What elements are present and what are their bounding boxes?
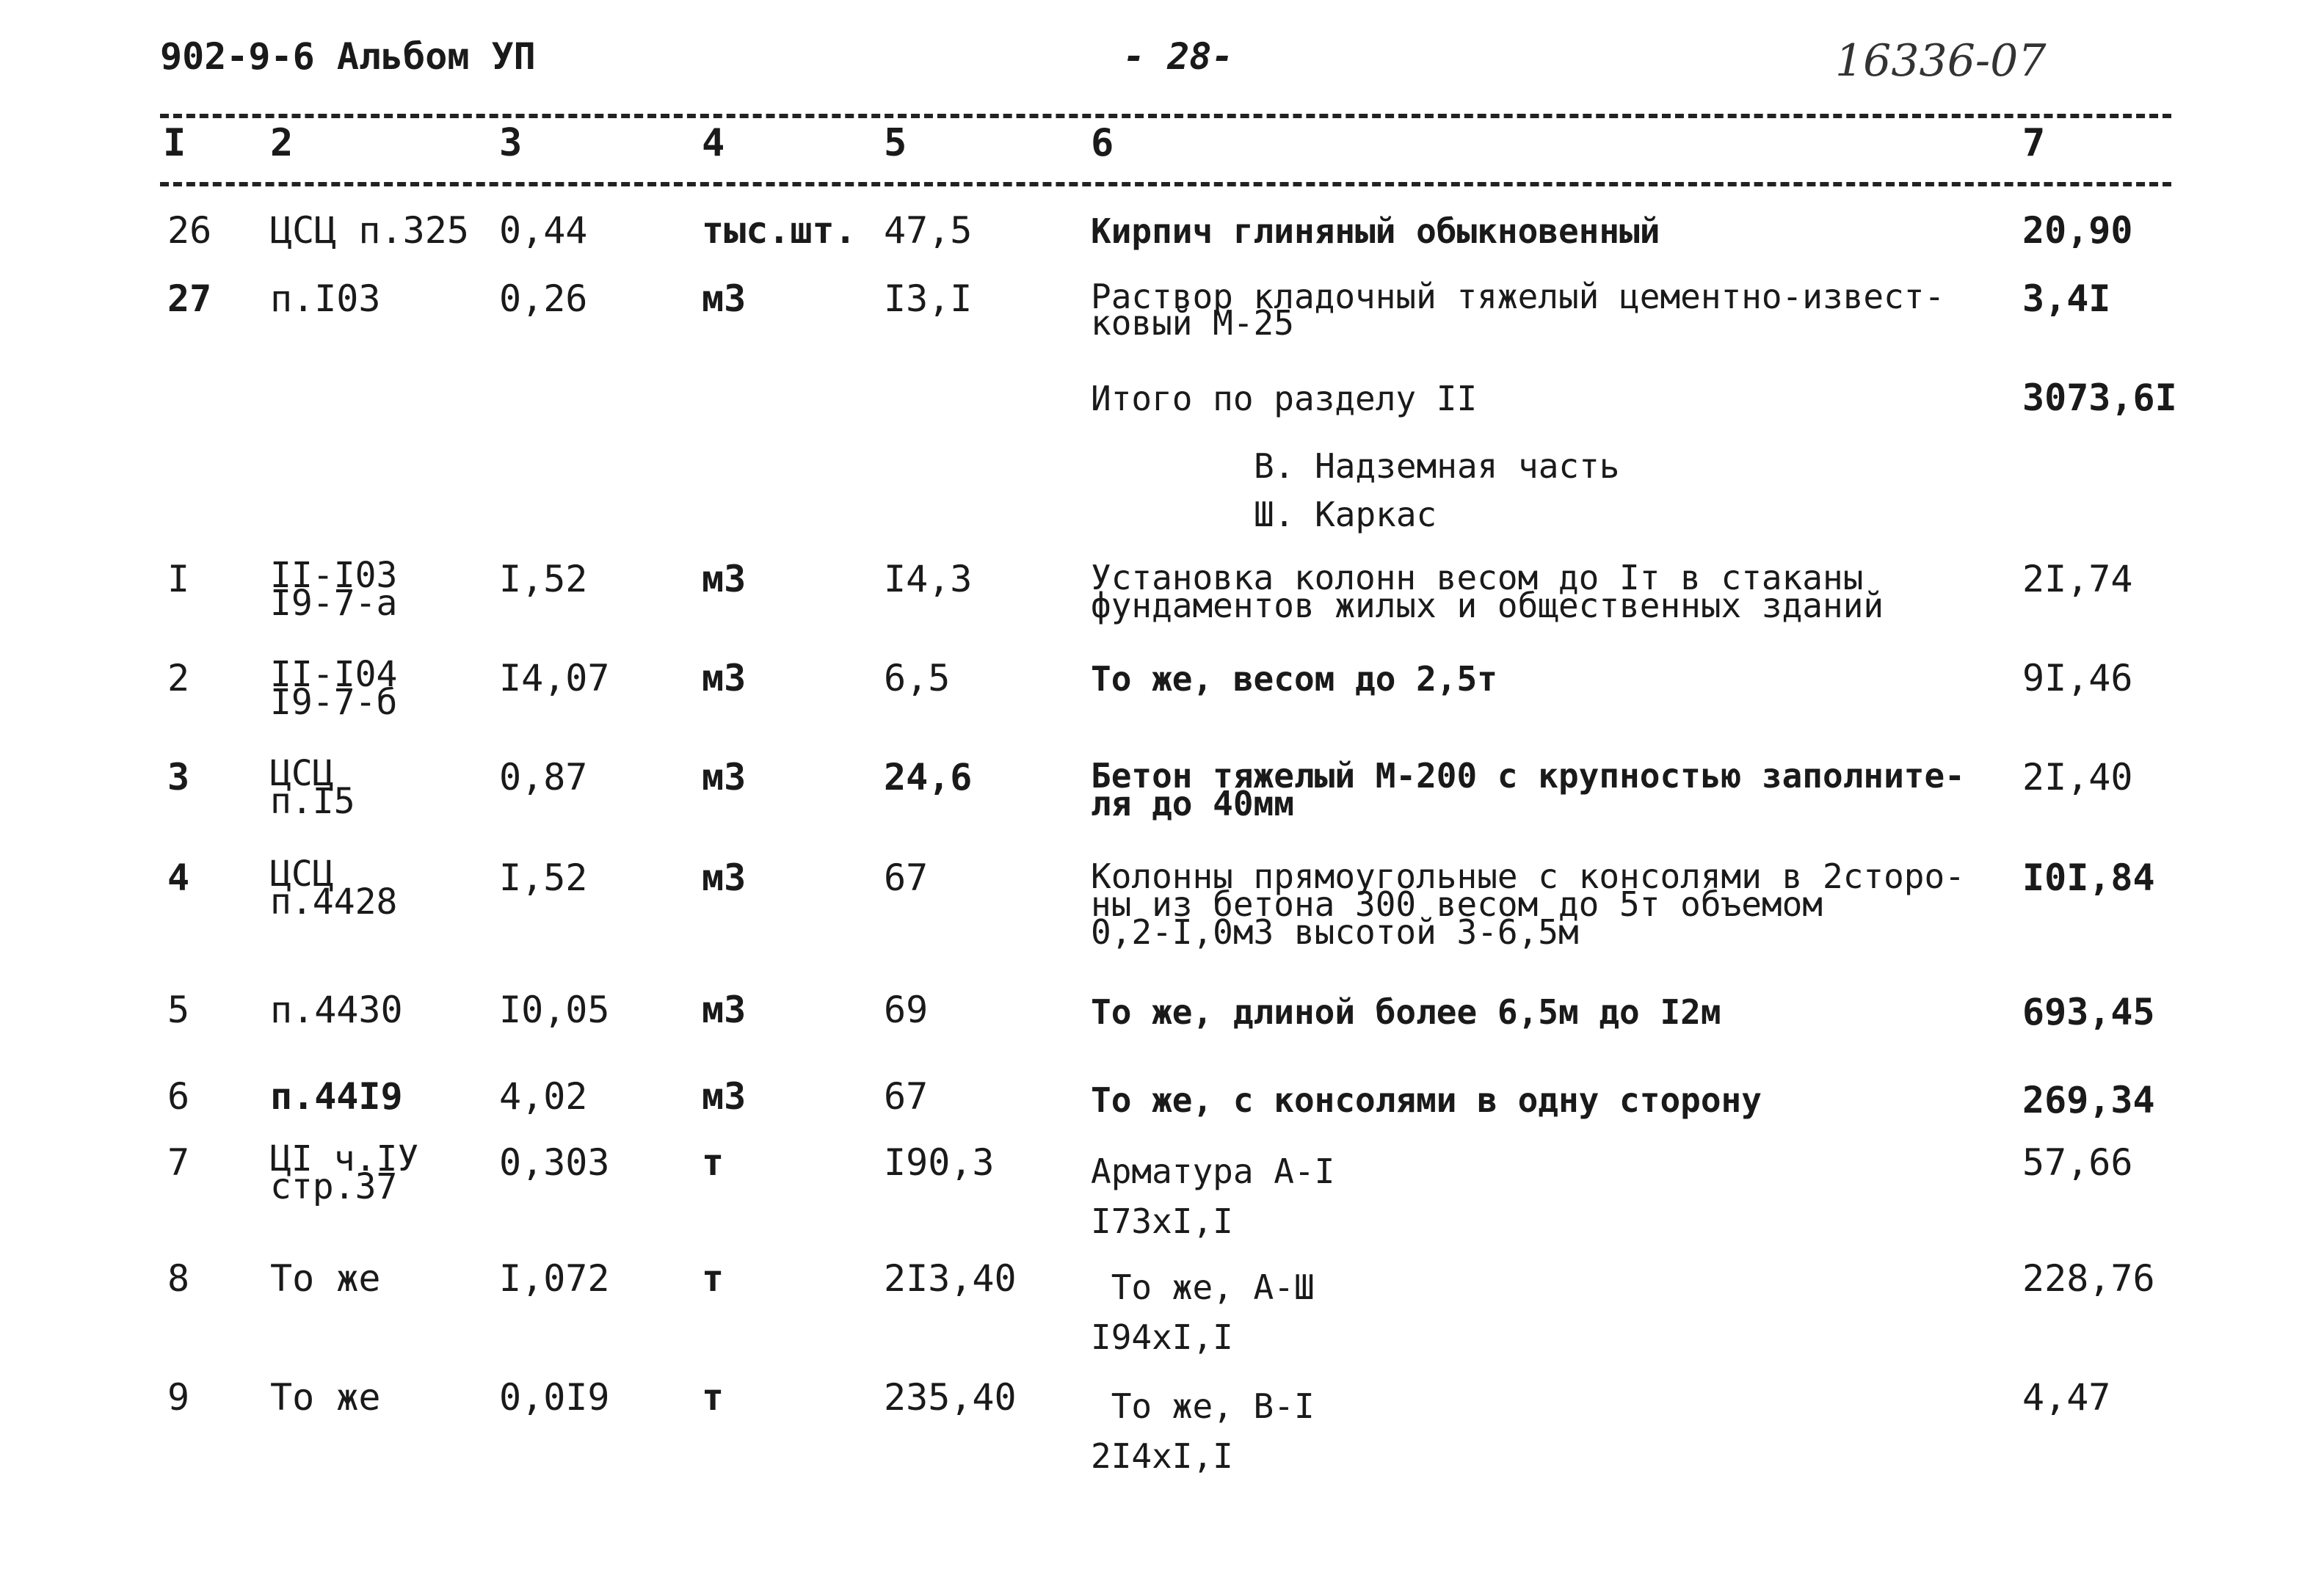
row-6-unit: м3 [702,1075,747,1118]
row-6-quantity: 4,02 [499,1075,588,1118]
row-7-price: I90,3 [884,1141,995,1184]
row-4-total: I0I,84 [2022,856,2155,899]
row-7-reference: ЦI ч.IУ стр.37 [270,1138,419,1207]
row-8-description: То же, А-Ш I94хI,I [1091,1267,1315,1357]
row-7-unit: т [702,1141,725,1184]
row-27-unit: м3 [702,277,747,320]
row-7-quantity: 0,303 [499,1141,610,1184]
row-6-number: 6 [167,1075,190,1118]
row-3-total: 2I,40 [2022,756,2133,799]
row-1-quantity: I,52 [499,558,588,600]
row-5-price: 69 [884,989,929,1031]
row-8-price: 2I3,40 [884,1257,1017,1300]
row-4-price: 67 [884,856,929,899]
row-2-unit: м3 [702,657,747,699]
row-8-total: 228,76 [2022,1257,2155,1300]
row-7-description: Арматура А-I I73хI,I [1091,1152,1335,1241]
row-5-description: То же, длиной более 6,5м до I2м [1091,992,1721,1032]
row-5-unit: м3 [702,989,747,1031]
section-heading-sub: Ш. Каркас [1254,495,1437,534]
row-1-price: I4,3 [884,558,973,600]
row-27-reference: п.I03 [270,277,381,320]
row-2-price: 6,5 [884,657,951,699]
column-header-7: 7 [2022,121,2046,165]
row-26-reference: ЦСЦ п.325 [270,209,469,252]
row-9-number: 9 [167,1376,190,1419]
row-2-number: 2 [167,657,190,699]
row-5-reference: п.4430 [270,989,403,1031]
row-27-description: Раствор кладочный тяжелый цементно-извест- ковый М-25 [1091,277,1945,343]
row-26-quantity: 0,44 [499,209,588,252]
row-5-total: 693,45 [2022,991,2155,1033]
row-4-unit: м3 [702,856,747,899]
row-26-description: Кирпич глиняный обыкновенный [1091,211,1660,251]
row-7-number: 7 [167,1141,190,1184]
row-4-number: 4 [167,856,190,899]
section-heading-part: В. Надземная часть [1254,446,1620,486]
row-8-unit: т [702,1257,725,1300]
column-header-3: 3 [499,121,523,165]
row-9-price: 235,40 [884,1376,1017,1419]
section-total-label: Итого по разделу II [1091,379,1478,418]
page-number: - 28- [1123,35,1234,78]
row-1-total: 2I,74 [2022,558,2133,600]
row-6-description: То же, с консолями в одну сторону [1091,1080,1762,1120]
column-header-2: 2 [270,121,294,165]
row-27-price: I3,I [884,277,973,320]
row-27-total: 3,4I [2022,277,2111,320]
row-7-total: 57,66 [2022,1141,2133,1184]
header-rule-top [160,114,2171,118]
row-9-unit: т [702,1376,725,1419]
row-27-quantity: 0,26 [499,277,588,320]
row-26-price: 47,5 [884,209,973,252]
column-header-1: I [163,121,186,165]
row-2-quantity: I4,07 [499,657,610,699]
row-26-number: 26 [167,209,212,252]
row-2-total: 9I,46 [2022,657,2133,699]
row-8-quantity: I,072 [499,1257,610,1300]
row-26-unit: тыс.шт. [702,209,857,252]
row-1-description: Установка колонн весом до Iт в стаканы фундаментов жилых и общественных зданий [1091,558,1884,625]
row-5-quantity: I0,05 [499,989,610,1031]
row-1-number: I [167,558,190,600]
row-8-number: 8 [167,1257,190,1300]
row-2-description: То же, весом до 2,5т [1091,659,1497,699]
row-26-total: 20,90 [2022,209,2133,252]
column-header-6: 6 [1091,121,1114,165]
row-9-reference: То же [270,1376,381,1419]
row-3-quantity: 0,87 [499,756,588,799]
row-9-description: То же, В-I 2I4хI,I [1091,1386,1315,1476]
row-27-number: 27 [167,277,212,320]
document-number: 16336-07 [1835,35,2047,87]
row-9-total: 4,47 [2022,1376,2111,1419]
row-6-price: 67 [884,1075,929,1118]
row-3-description: Бетон тяжелый М-200 с крупностью заполните- ля до 40мм [1091,756,1965,823]
row-6-reference: п.44I9 [270,1075,403,1118]
column-header-4: 4 [702,121,725,165]
row-4-quantity: I,52 [499,856,588,899]
row-6-total: 269,34 [2022,1079,2155,1121]
section-total-value: 3073,6I [2022,377,2177,419]
row-8-reference: То же [270,1257,381,1300]
album-label: 902-9-6 Альбом УП [160,35,536,78]
row-5-number: 5 [167,989,190,1031]
row-9-quantity: 0,0I9 [499,1376,610,1419]
row-1-unit: м3 [702,558,747,600]
row-3-price: 24,6 [884,756,973,799]
row-4-description: Колонны прямоугольные с консолями в 2сторо- ны из бетона 300 весом до 5т объемом 0,2-I,0м3 высотой 3-6,5м [1091,856,1965,952]
row-2-reference: II-I04 I9-7-б [270,654,398,723]
row-3-unit: м3 [702,756,747,799]
header-rule-bottom [160,182,2171,186]
row-3-reference: ЦСЦ п.I5 [270,753,355,822]
row-1-reference: II-I03 I9-7-а [270,555,398,624]
column-header-5: 5 [884,121,907,165]
row-4-reference: ЦСЦ п.4428 [270,854,398,923]
row-3-number: 3 [167,756,190,799]
